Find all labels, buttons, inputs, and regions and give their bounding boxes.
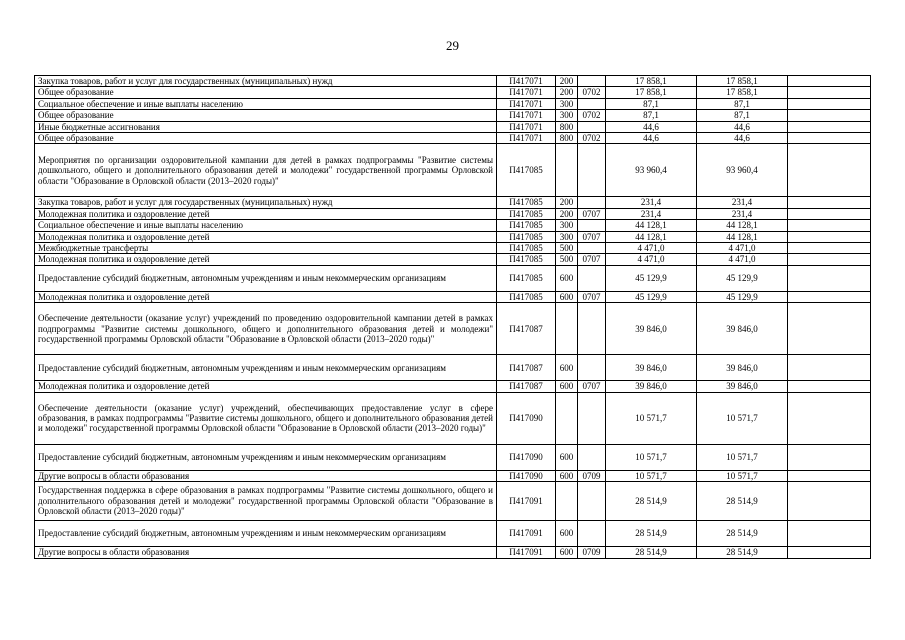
cell-blank <box>788 76 871 87</box>
cell-section-code <box>578 444 606 470</box>
table-row <box>35 144 871 197</box>
cell-amount-2: 45 129,9 <box>697 265 788 291</box>
table-row <box>35 133 871 144</box>
cell-name: Молодежная политика и оздоровление детей <box>35 254 497 265</box>
cell-amount-1: 44 128,1 <box>606 220 697 231</box>
page-number: 29 <box>446 38 459 53</box>
cell-vr-code: 300 <box>556 220 578 231</box>
cell-name: Мероприятия по организации оздоровительной кампании для детей в рамках подпрограммы "Развитие системы дошкольного, общего и дополнительного образования детей и молодежи" государственной программы Орловской области "Образование в Орловской области (2013–2020 годы)" <box>35 144 497 197</box>
cell-vr-code <box>556 482 578 521</box>
cell-blank <box>788 87 871 98</box>
cell-csr-code: П417085 <box>497 254 556 265</box>
cell-amount-1: 10 571,7 <box>606 444 697 470</box>
cell-blank <box>788 392 871 444</box>
table-row <box>35 76 871 87</box>
cell-vr-code: 500 <box>556 243 578 254</box>
cell-blank <box>788 521 871 547</box>
cell-vr-code: 600 <box>556 355 578 381</box>
cell-section-code <box>578 121 606 132</box>
cell-vr-code: 600 <box>556 470 578 481</box>
cell-amount-2: 231,4 <box>697 208 788 219</box>
cell-section-code <box>578 482 606 521</box>
cell-section-code: 0707 <box>578 208 606 219</box>
cell-section-code <box>578 265 606 291</box>
cell-csr-code: П417085 <box>497 265 556 291</box>
cell-blank <box>788 265 871 291</box>
table-row <box>35 444 871 470</box>
table-row <box>35 220 871 231</box>
cell-blank <box>788 197 871 208</box>
cell-amount-1: 39 846,0 <box>606 355 697 381</box>
cell-blank <box>788 110 871 121</box>
cell-blank <box>788 254 871 265</box>
table-row <box>35 208 871 219</box>
cell-vr-code: 200 <box>556 208 578 219</box>
cell-vr-code: 600 <box>556 291 578 302</box>
cell-name: Молодежная политика и оздоровление детей <box>35 208 497 219</box>
cell-section-code: 0702 <box>578 110 606 121</box>
table-row <box>35 392 871 444</box>
cell-section-code: 0707 <box>578 254 606 265</box>
cell-section-code: 0709 <box>578 547 606 558</box>
cell-csr-code: П417090 <box>497 392 556 444</box>
cell-amount-2: 28 514,9 <box>697 521 788 547</box>
cell-name: Молодежная политика и оздоровление детей <box>35 381 497 392</box>
table-row <box>35 355 871 381</box>
cell-amount-2: 87,1 <box>697 98 788 109</box>
cell-amount-2: 10 571,7 <box>697 444 788 470</box>
table-row <box>35 547 871 558</box>
table-body <box>35 76 871 559</box>
cell-blank <box>788 98 871 109</box>
cell-amount-1: 231,4 <box>606 197 697 208</box>
cell-csr-code: П417091 <box>497 521 556 547</box>
cell-blank <box>788 220 871 231</box>
cell-vr-code: 200 <box>556 87 578 98</box>
cell-amount-1: 17 858,1 <box>606 76 697 87</box>
cell-amount-2: 17 858,1 <box>697 76 788 87</box>
cell-blank <box>788 303 871 355</box>
cell-name: Предоставление субсидий бюджетным, автономным учреждениям и иным некоммерческим организациям <box>35 265 497 291</box>
cell-section-code: 0702 <box>578 133 606 144</box>
cell-section-code <box>578 243 606 254</box>
cell-amount-2: 39 846,0 <box>697 381 788 392</box>
cell-amount-2: 10 571,7 <box>697 392 788 444</box>
cell-amount-1: 4 471,0 <box>606 254 697 265</box>
cell-name: Обеспечение деятельности (оказание услуг) учреждений по проведению оздоровительной кампании детей в рамках подпрограммы "Развитие системы дошкольного, общего и дополнительного образования детей и молодежи" государственной программы Орловской области "Образование в Орловской области (2013–2020 годы)" <box>35 303 497 355</box>
table-row <box>35 291 871 302</box>
cell-amount-1: 44,6 <box>606 121 697 132</box>
cell-vr-code <box>556 392 578 444</box>
cell-csr-code: П417085 <box>497 208 556 219</box>
table-row <box>35 303 871 355</box>
cell-csr-code: П417071 <box>497 76 556 87</box>
cell-section-code <box>578 76 606 87</box>
cell-section-code <box>578 144 606 197</box>
cell-blank <box>788 444 871 470</box>
cell-blank <box>788 470 871 481</box>
cell-amount-1: 231,4 <box>606 208 697 219</box>
cell-section-code <box>578 355 606 381</box>
table-row <box>35 98 871 109</box>
cell-amount-2: 44,6 <box>697 121 788 132</box>
cell-name: Другие вопросы в области образования <box>35 547 497 558</box>
cell-amount-1: 45 129,9 <box>606 265 697 291</box>
cell-section-code <box>578 197 606 208</box>
table-row <box>35 197 871 208</box>
cell-amount-1: 93 960,4 <box>606 144 697 197</box>
cell-vr-code: 200 <box>556 197 578 208</box>
cell-blank <box>788 121 871 132</box>
cell-vr-code: 800 <box>556 121 578 132</box>
cell-name: Межбюджетные трансферты <box>35 243 497 254</box>
cell-amount-2: 87,1 <box>697 110 788 121</box>
cell-name: Общее образование <box>35 87 497 98</box>
cell-blank <box>788 482 871 521</box>
cell-section-code <box>578 521 606 547</box>
cell-vr-code: 600 <box>556 381 578 392</box>
cell-name: Социальное обеспечение и иные выплаты населению <box>35 220 497 231</box>
cell-amount-1: 17 858,1 <box>606 87 697 98</box>
table-row <box>35 254 871 265</box>
cell-csr-code: П417071 <box>497 110 556 121</box>
cell-csr-code: П417085 <box>497 144 556 197</box>
cell-vr-code: 800 <box>556 133 578 144</box>
cell-name: Предоставление субсидий бюджетным, автономным учреждениям и иным некоммерческим организациям <box>35 444 497 470</box>
cell-section-code: 0707 <box>578 231 606 242</box>
table-row <box>35 243 871 254</box>
cell-name: Другие вопросы в области образования <box>35 470 497 481</box>
cell-amount-2: 28 514,9 <box>697 547 788 558</box>
cell-name: Иные бюджетные ассигнования <box>35 121 497 132</box>
cell-blank <box>788 231 871 242</box>
cell-csr-code: П417085 <box>497 291 556 302</box>
cell-csr-code: П417087 <box>497 303 556 355</box>
cell-section-code <box>578 303 606 355</box>
cell-section-code <box>578 220 606 231</box>
table-row <box>35 231 871 242</box>
cell-section-code <box>578 98 606 109</box>
cell-amount-2: 39 846,0 <box>697 303 788 355</box>
budget-table <box>34 75 871 559</box>
cell-blank <box>788 291 871 302</box>
cell-section-code: 0702 <box>578 87 606 98</box>
cell-amount-2: 28 514,9 <box>697 482 788 521</box>
cell-section-code: 0707 <box>578 381 606 392</box>
cell-amount-2: 44,6 <box>697 133 788 144</box>
cell-amount-1: 44 128,1 <box>606 231 697 242</box>
cell-section-code: 0707 <box>578 291 606 302</box>
table-row <box>35 381 871 392</box>
cell-blank <box>788 208 871 219</box>
cell-csr-code: П417071 <box>497 98 556 109</box>
cell-amount-1: 39 846,0 <box>606 381 697 392</box>
cell-amount-1: 28 514,9 <box>606 521 697 547</box>
cell-section-code <box>578 392 606 444</box>
cell-csr-code: П417090 <box>497 470 556 481</box>
cell-amount-2: 93 960,4 <box>697 144 788 197</box>
cell-name: Молодежная политика и оздоровление детей <box>35 291 497 302</box>
cell-section-code: 0709 <box>578 470 606 481</box>
cell-name: Закупка товаров, работ и услуг для государственных (муниципальных) нужд <box>35 76 497 87</box>
cell-csr-code: П417090 <box>497 444 556 470</box>
table-row <box>35 121 871 132</box>
cell-name: Предоставление субсидий бюджетным, автономным учреждениям и иным некоммерческим организациям <box>35 521 497 547</box>
cell-amount-1: 28 514,9 <box>606 482 697 521</box>
cell-amount-1: 4 471,0 <box>606 243 697 254</box>
cell-amount-1: 28 514,9 <box>606 547 697 558</box>
cell-name: Общее образование <box>35 133 497 144</box>
cell-vr-code: 500 <box>556 254 578 265</box>
cell-name: Закупка товаров, работ и услуг для государственных (муниципальных) нужд <box>35 197 497 208</box>
cell-vr-code: 300 <box>556 231 578 242</box>
cell-blank <box>788 355 871 381</box>
cell-csr-code: П417091 <box>497 482 556 521</box>
cell-amount-1: 45 129,9 <box>606 291 697 302</box>
table-row <box>35 470 871 481</box>
cell-name: Обеспечение деятельности (оказание услуг) учреждений, обеспечивающих предоставление услуг в сфере образования, в рамках подпрограммы "Развитие системы дошкольного, общего и дополнительного образования детей и молодежи" государственной программы Орловской области "Образование в Орловской области (2013–2020 годы)" <box>35 392 497 444</box>
cell-name: Государственная поддержка в сфере образования в рамках подпрограммы "Развитие системы дошкольного, общего и дополнительного образования детей и молодежи" государственной программы Орловской области "Образование в Орловской области (2013–2020 годы)" <box>35 482 497 521</box>
cell-csr-code: П417071 <box>497 133 556 144</box>
cell-amount-1: 10 571,7 <box>606 470 697 481</box>
cell-vr-code: 300 <box>556 110 578 121</box>
cell-amount-1: 87,1 <box>606 110 697 121</box>
cell-amount-2: 231,4 <box>697 197 788 208</box>
cell-vr-code: 200 <box>556 76 578 87</box>
cell-vr-code: 300 <box>556 98 578 109</box>
cell-csr-code: П417085 <box>497 243 556 254</box>
cell-vr-code: 600 <box>556 547 578 558</box>
table-row <box>35 110 871 121</box>
table-row <box>35 87 871 98</box>
cell-amount-2: 4 471,0 <box>697 243 788 254</box>
cell-amount-2: 45 129,9 <box>697 291 788 302</box>
cell-csr-code: П417087 <box>497 381 556 392</box>
cell-csr-code: П417085 <box>497 220 556 231</box>
cell-amount-1: 10 571,7 <box>606 392 697 444</box>
cell-amount-1: 39 846,0 <box>606 303 697 355</box>
cell-vr-code <box>556 303 578 355</box>
cell-csr-code: П417085 <box>497 197 556 208</box>
cell-vr-code: 600 <box>556 444 578 470</box>
table-row <box>35 265 871 291</box>
cell-amount-2: 17 858,1 <box>697 87 788 98</box>
cell-blank <box>788 547 871 558</box>
cell-amount-2: 44 128,1 <box>697 231 788 242</box>
cell-amount-2: 10 571,7 <box>697 470 788 481</box>
cell-name: Молодежная политика и оздоровление детей <box>35 231 497 242</box>
cell-blank <box>788 144 871 197</box>
cell-blank <box>788 133 871 144</box>
cell-vr-code <box>556 144 578 197</box>
cell-csr-code: П417087 <box>497 355 556 381</box>
cell-vr-code: 600 <box>556 521 578 547</box>
cell-csr-code: П417085 <box>497 231 556 242</box>
cell-amount-2: 4 471,0 <box>697 254 788 265</box>
cell-name: Общее образование <box>35 110 497 121</box>
cell-blank <box>788 381 871 392</box>
cell-blank <box>788 243 871 254</box>
cell-csr-code: П417091 <box>497 547 556 558</box>
cell-csr-code: П417071 <box>497 121 556 132</box>
table-row <box>35 482 871 521</box>
cell-amount-2: 39 846,0 <box>697 355 788 381</box>
cell-amount-2: 44 128,1 <box>697 220 788 231</box>
cell-amount-1: 44,6 <box>606 133 697 144</box>
cell-amount-1: 87,1 <box>606 98 697 109</box>
cell-vr-code: 600 <box>556 265 578 291</box>
cell-name: Предоставление субсидий бюджетным, автономным учреждениям и иным некоммерческим организациям <box>35 355 497 381</box>
cell-csr-code: П417071 <box>497 87 556 98</box>
cell-name: Социальное обеспечение и иные выплаты населению <box>35 98 497 109</box>
table-row <box>35 521 871 547</box>
